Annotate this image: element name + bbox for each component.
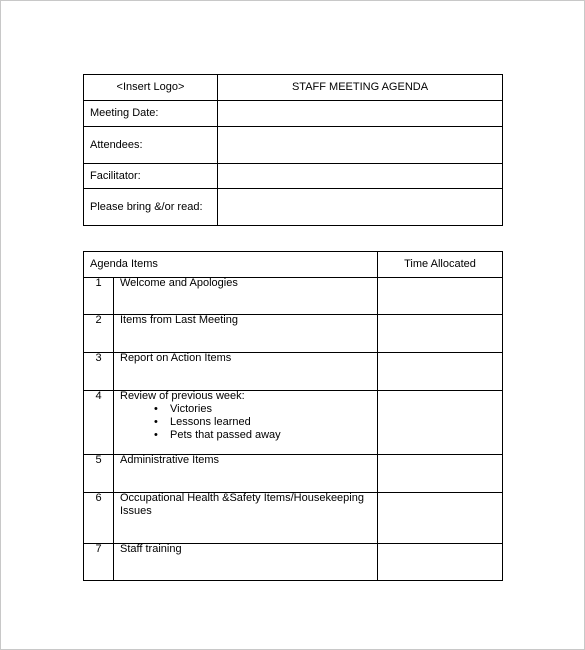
agenda-item-text: Report on Action Items	[114, 353, 378, 391]
review-bullet-list	[120, 403, 377, 442]
time-allocated-cell[interactable]	[378, 493, 503, 544]
list-item: • Victories	[154, 403, 377, 416]
agenda-item-text: Welcome and Apologies	[114, 278, 378, 315]
meeting-info-table	[83, 74, 503, 226]
attendees-label: Attendees:	[84, 127, 218, 164]
table-row	[84, 493, 503, 544]
agenda-item-number: 5	[84, 455, 114, 493]
bring-read-label: Please bring &/or read:	[84, 189, 218, 226]
meeting-date-label: Meeting Date:	[84, 101, 218, 127]
agenda-item-number: 3	[84, 353, 114, 391]
time-allocated-cell[interactable]	[378, 391, 503, 455]
time-allocated-header: Time Allocated	[378, 252, 503, 278]
facilitator-label: Facilitator:	[84, 164, 218, 189]
agenda-item-number: 7	[84, 544, 114, 581]
time-allocated-cell[interactable]	[378, 315, 503, 353]
facilitator-value[interactable]	[218, 164, 503, 189]
table-row	[84, 455, 503, 493]
table-row	[84, 544, 503, 581]
agenda-item-text: Administrative Items	[114, 455, 378, 493]
time-allocated-cell[interactable]	[378, 278, 503, 315]
agenda-item-number: 4	[84, 391, 114, 455]
agenda-item-text: Staff training	[114, 544, 378, 581]
meeting-date-value[interactable]	[218, 101, 503, 127]
attendees-value[interactable]	[218, 127, 503, 164]
bring-read-value[interactable]	[218, 189, 503, 226]
list-item: • Lessons learned	[154, 416, 377, 429]
agenda-item-number: 1	[84, 278, 114, 315]
table-row	[84, 315, 503, 353]
agenda-item-text: Items from Last Meeting	[114, 315, 378, 353]
agenda-table	[83, 251, 503, 581]
agenda-item-number: 6	[84, 493, 114, 544]
table-row	[84, 353, 503, 391]
time-allocated-cell[interactable]	[378, 353, 503, 391]
logo-placeholder: <Insert Logo>	[84, 75, 218, 101]
agenda-item-number: 2	[84, 315, 114, 353]
agenda-item-text: Review of previous week: • Victories • Lessons learned • Pets that passed away	[114, 391, 378, 455]
time-allocated-cell[interactable]	[378, 455, 503, 493]
table-row	[84, 391, 503, 455]
agenda-item-text: Occupational Health &Safety Items/Housekeeping Issues	[114, 493, 378, 544]
agenda-items-header: Agenda Items	[84, 252, 378, 278]
time-allocated-cell[interactable]	[378, 544, 503, 581]
document-title: STAFF MEETING AGENDA	[218, 75, 503, 101]
table-row	[84, 278, 503, 315]
list-item: • Pets that passed away	[154, 429, 377, 442]
